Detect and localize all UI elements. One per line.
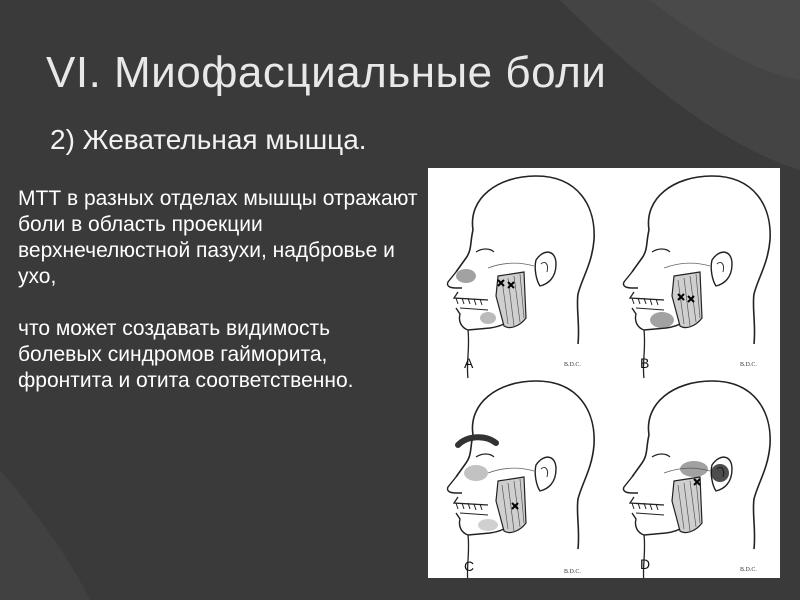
signature-c: B.D.C. (564, 569, 581, 575)
signature-d: B.D.C. (740, 567, 757, 573)
paragraph-2: что может создавать видимость болевых синдромов гайморита, фронтита и отита соответственно. (18, 317, 354, 392)
panel-label-c: C (464, 558, 475, 574)
illustration-svg (428, 168, 780, 578)
panel-c (447, 381, 594, 578)
masseter-illustration (428, 168, 780, 578)
panel-label-d: D (640, 556, 651, 572)
body-text (18, 186, 418, 394)
signature-a: B.D.C. (564, 362, 581, 368)
panel-a (447, 176, 594, 378)
panel-b (623, 176, 770, 378)
panel-d (623, 381, 770, 578)
slide-title: VI. Миофасциальные боли (46, 48, 607, 97)
paragraph-1: МТТ в разных отделах мышцы отражают боли в область проекции верхнечелюстной пазухи, надбровье и ухо, (18, 187, 418, 288)
panel-label-a: A (464, 355, 474, 371)
slide-subtitle: 2) Жевательная мышца. (50, 124, 367, 155)
panel-label-b: B (640, 355, 650, 371)
signature-b: B.D.C. (740, 362, 757, 368)
